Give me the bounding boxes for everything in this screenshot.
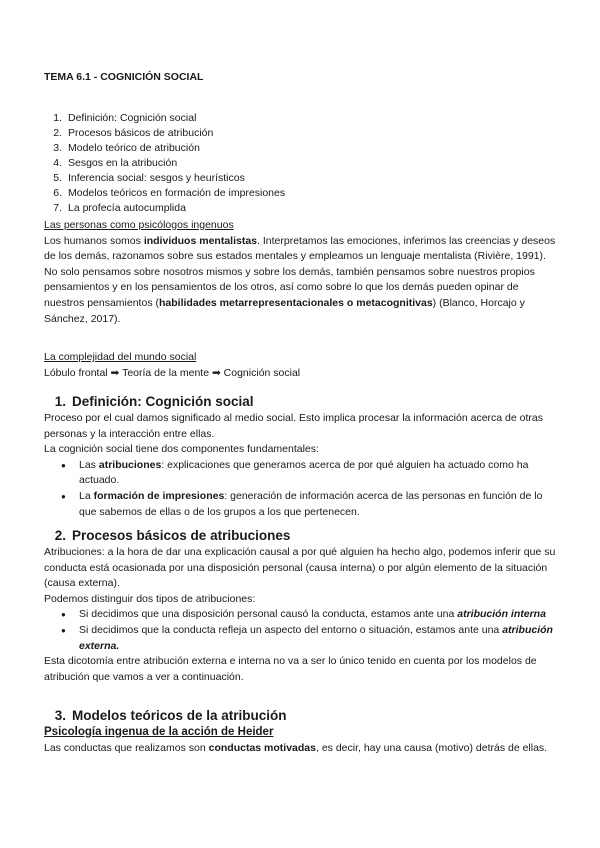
subsection-heading: Psicología ingenua de la acción de Heider xyxy=(44,726,274,738)
toc-item: 3. Modelo teórico de atribución xyxy=(53,141,200,154)
section-2-body: Atribuciones: a la hora de dar una explicación causal a por qué alguien ha hecho algo, podemos inferir que su conducta está ocasionada por una disposición personal (causa interna) o por algún elemento de la situación (causa externa). Podemos distinguir dos tipos de atribuciones: ● Si decidimos que una disposición personal causó la conducta, estamos ante una atribución interna ● Si decidimos que la conducta refleja un aspecto del entorno o situación, estamos ante una atribución externa. Esta dicotomía entre atribución externa e interna no va a ser lo único tenido en cuenta por los modelos de atribución que vamos a ver a continuación. xyxy=(44,545,560,685)
complexity-heading: La complejidad del mundo social xyxy=(44,351,197,363)
complexity-line: Lóbulo frontal ➡ Teoría de la mente ➡ Cognición social xyxy=(44,366,301,379)
complexity-section xyxy=(44,350,560,381)
intro-section xyxy=(44,218,560,327)
section-1-heading: 1. Definición: Cognición social xyxy=(54,394,254,409)
document-title: TEMA 6.1 - COGNICIÓN SOCIAL xyxy=(44,71,204,83)
toc-item: 7. La profecía autocumplida xyxy=(53,201,186,214)
section-3-body: Psicología ingenua de la acción de Heider Las conductas que realizamos son conductas motivadas, es decir, hay una causa (motivo) detrás de ellas. xyxy=(44,725,560,756)
intro-heading: Las personas como psicólogos ingenuos xyxy=(44,219,234,231)
intro-paragraph-2: No solo pensamos sobre nosotros mismos y sobre los demás, también pensamos sobre nuestros propios pensamientos y en los pensamientos de los otros, así como sobre lo que los demás pueden opinar de nuestros pensamientos (habilidades metarrepresentacionales o metacognitivas) (Blanco, Horcajo y Sánchez, 2017). xyxy=(44,265,535,325)
toc-item: 4. Sesgos en la atribución xyxy=(53,156,178,169)
bullet-item: ● La formación de impresiones: generación de información acerca de las personas en función de lo que sabemos de ellas o de los grupos a los que pertenecen. xyxy=(44,489,560,520)
section-1-body: Proceso por el cual damos significado al medio social. Esto implica procesar la información acerca de otras personas y la interacción entre ellas. La cognición social tiene dos componentes fundamentales: ● Las atribuciones: explicaciones que generamos acerca de por qué alguien ha actuado como ha actuado. ● La formación de impresiones: generación de información acerca de las personas en función de lo que sabemos de ellas o de los grupos a los que pertenecen. xyxy=(44,411,560,520)
bullet-item: ● Las atribuciones: explicaciones que generamos acerca de por qué alguien ha actuado como ha actuado. xyxy=(44,458,560,489)
section-2-heading: 2. Procesos básicos de atribuciones xyxy=(54,528,291,543)
toc-item: 2. Procesos básicos de atribución xyxy=(53,126,214,139)
section-3-heading: 3. Modelos teóricos de la atribución xyxy=(54,708,287,723)
intro-paragraph-1: Los humanos somos individuos mentalistas. Interpretamos las emociones, inferimos las creencias y deseos de los demás, razonamos sobre sus estados mentales y empleamos un lenguaje mentalista (Rivière, 1991). xyxy=(44,234,556,263)
toc-item: 6. Modelos teóricos en formación de impresiones xyxy=(53,186,286,199)
bullet-item: ● Si decidimos que la conducta refleja un aspecto del entorno o situación, estamos ante una atribución externa. xyxy=(44,623,560,654)
table-of-contents xyxy=(44,111,285,216)
toc-item: 1. Definición: Cognición social xyxy=(53,111,197,124)
toc-item: 5. Inferencia social: sesgos y heurísticos xyxy=(53,171,245,184)
bullet-item: ● Si decidimos que una disposición personal causó la conducta, estamos ante una atribución interna xyxy=(44,607,560,623)
